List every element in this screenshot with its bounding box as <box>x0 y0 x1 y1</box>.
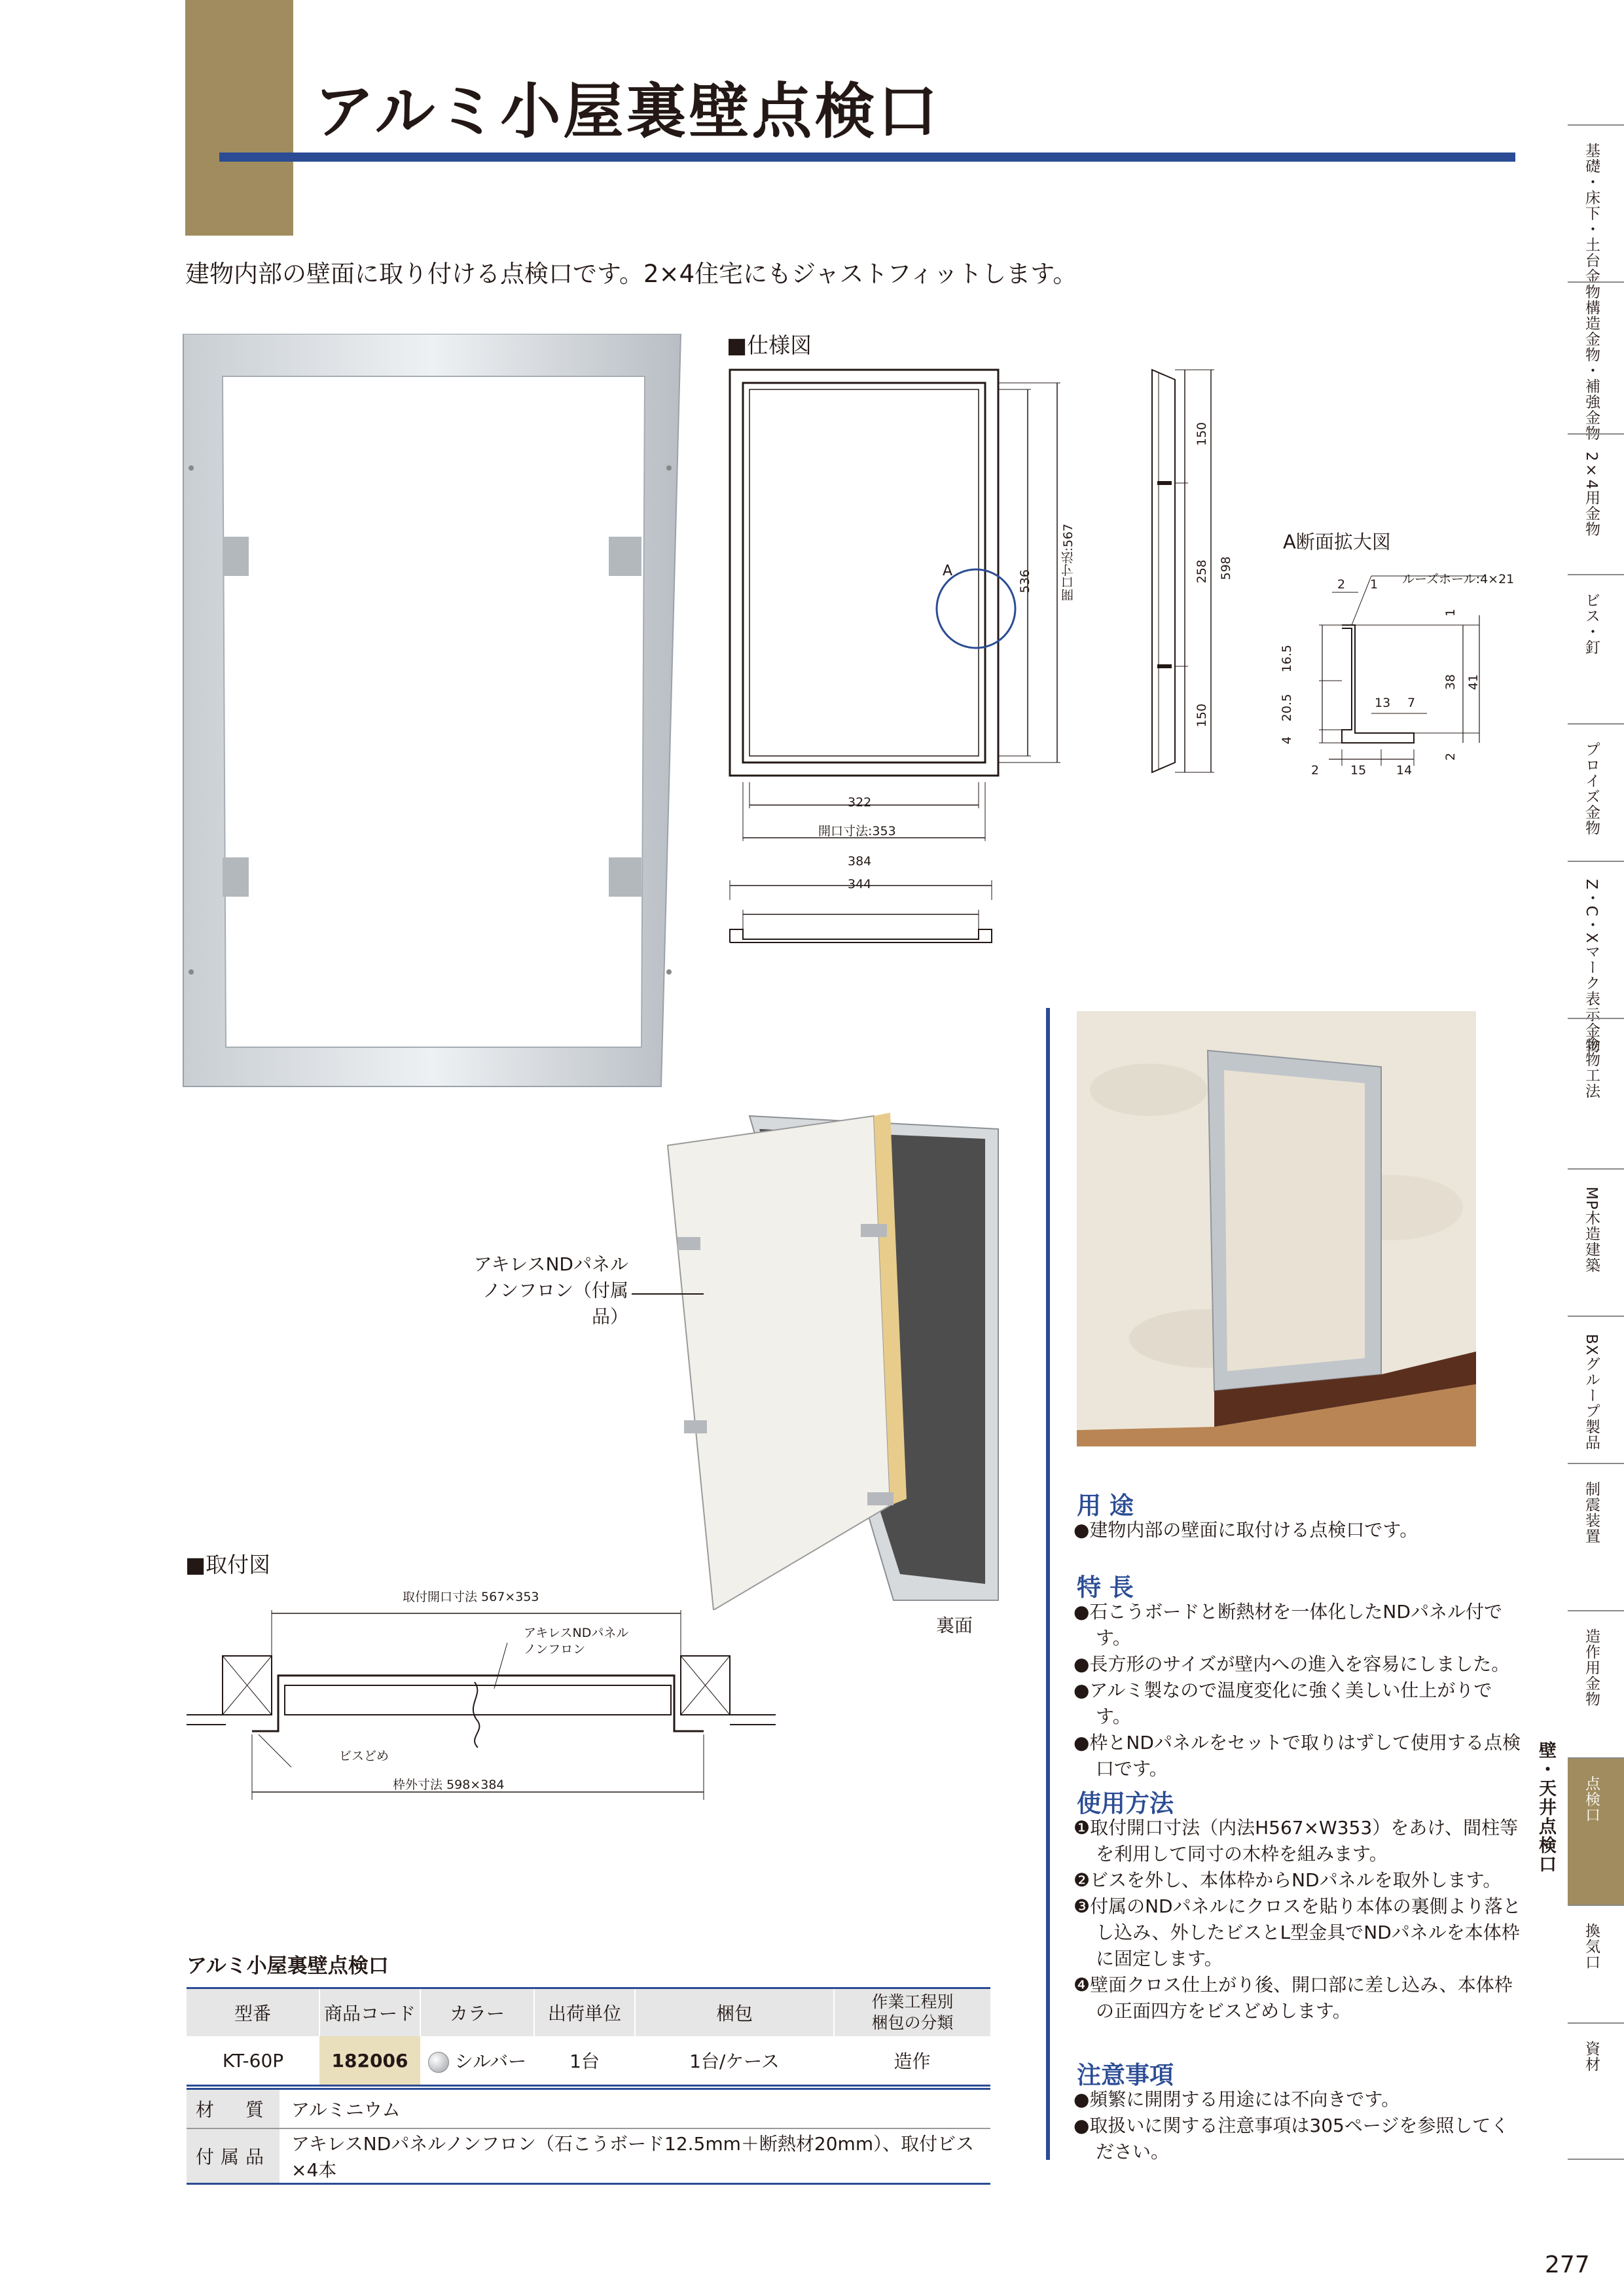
cell-color <box>420 2036 534 2086</box>
detail-a-label: A <box>943 563 953 579</box>
method-list <box>1074 1815 1525 2024</box>
side-dim-598: 598 <box>1219 556 1233 581</box>
panel-callout-leader <box>632 1293 704 1295</box>
header-accent-bar <box>185 0 293 236</box>
table-row <box>187 2036 990 2086</box>
section-a-dim-1-right: 1 <box>1443 609 1458 617</box>
method-step: ❷ビスを外し、本体枠からNDパネルを取外します。 <box>1074 1869 1502 1891</box>
table-title: アルミ小屋裏壁点検口 <box>187 1954 389 1978</box>
back-side-label: 裏面 <box>936 1615 973 1636</box>
cell-class: 造作 <box>834 2036 990 2086</box>
col-color: カラー <box>420 1988 534 2037</box>
col-class: 作業工程別 梱包の分類 <box>834 1988 990 2037</box>
spec-front-view <box>720 363 1087 952</box>
side-tab[interactable]: 制震装置 <box>1568 1463 1624 1610</box>
side-tab[interactable]: MP木造建築 <box>1568 1168 1624 1316</box>
side-tab[interactable]: 造作用金物 <box>1568 1610 1624 1757</box>
usage-item: ●建物内部の壁面に取付ける点検口です。 <box>1074 1519 1418 1541</box>
col-code: 商品コード <box>319 1988 420 2037</box>
text-column-rule <box>1046 1008 1050 2160</box>
side-tab[interactable]: 基礎・床下・土台金物 <box>1568 124 1624 281</box>
installed-photo <box>1077 1011 1476 1446</box>
side-tab[interactable]: プロイズ金物 <box>1568 723 1624 861</box>
side-tab[interactable]: 構造金物・補強金物 <box>1568 281 1624 433</box>
page-title: アルミ小屋裏壁点検口 <box>314 77 941 147</box>
method-step: ❸付属のNDパネルにクロスを貼り本体の裏側より落とし込み、外したビスとL型金具でNDパネルを本体枠に固定します。 <box>1074 1895 1521 1969</box>
feature-item: ●アルミ製なので温度変化に強く美しい仕上がりです。 <box>1074 1679 1492 1727</box>
method-step: ❶取付開口寸法（内法H567×W353）をあけ、間柱等を利用して同寸の木枠を組みます。 <box>1074 1817 1519 1865</box>
cell-code: 182006 <box>319 2036 420 2086</box>
info-row-material <box>187 2089 990 2129</box>
usage-list <box>1074 1517 1525 1543</box>
method-heading: 使用方法 <box>1077 1789 1174 1818</box>
side-dim-150-bottom: 150 <box>1195 704 1209 728</box>
spec-diagram-heading: ■仕様図 <box>727 332 812 358</box>
cell-packing: 1台/ケース <box>635 2036 834 2086</box>
caution-item: ●頻繁に開閉する用途には不向きです。 <box>1074 2089 1400 2110</box>
section-a-drawing <box>1283 563 1532 785</box>
section-a-dim-2-top: 2 <box>1337 577 1346 592</box>
table-header-row <box>187 1988 990 2037</box>
cautions-list <box>1074 2087 1525 2165</box>
dim-322: 322 <box>848 795 872 810</box>
cell-model: KT-60P <box>187 2036 319 2086</box>
spec-side-view <box>1149 367 1227 785</box>
feature-item: ●枠とNDパネルをセットで取りはずして使用する点検口です。 <box>1074 1732 1521 1780</box>
features-heading: 特 長 <box>1077 1573 1134 1602</box>
col-model: 型番 <box>187 1988 319 2037</box>
section-a-dim-14: 14 <box>1396 763 1413 778</box>
dim-384: 384 <box>848 854 872 869</box>
lead-text: 建物内部の壁面に取り付ける点検口です。2×4住宅にもジャストフィットします。 <box>185 260 1077 288</box>
section-a-dim-2-right: 2 <box>1443 753 1458 761</box>
feature-item: ●石こうボードと断熱材を一体化したNDパネル付です。 <box>1074 1601 1502 1649</box>
side-tab-active[interactable]: 点検口 <box>1568 1757 1624 1905</box>
col-packing: 梱包 <box>635 1988 834 2037</box>
side-tab[interactable]: 2×4用金物 <box>1568 433 1624 574</box>
install-outer-dim: 枠外寸法 598×384 <box>393 1778 505 1792</box>
install-panel-line2: ノンフロン <box>524 1642 586 1657</box>
install-diagram-heading: ■取付図 <box>185 1552 271 1577</box>
side-tab[interactable]: Z・C・Xマーク表示金物 <box>1568 861 1624 1018</box>
panel-callout-line2: ノンフロン（付属品） <box>482 1280 628 1327</box>
install-section-drawing <box>187 1584 776 1800</box>
section-a-dim-4: 4 <box>1280 736 1294 745</box>
frame-product-photo <box>177 334 687 1093</box>
title-underline <box>219 152 1515 162</box>
page-number: 277 <box>1545 2251 1590 2278</box>
section-a-loose-hole: ルーズホール:4×21 <box>1402 572 1515 586</box>
side-tab[interactable]: BXグループ製品 <box>1568 1316 1624 1463</box>
section-a-dim-16-5: 16.5 <box>1280 645 1294 673</box>
install-screw-label: ビスどめ <box>339 1749 389 1763</box>
panel-callout <box>458 1250 628 1329</box>
dim-opening-353: 開口寸法:353 <box>818 824 896 838</box>
section-a-dim-15: 15 <box>1350 763 1367 778</box>
info-row-accessory <box>187 2128 990 2184</box>
accessory-key: 付属品 <box>187 2128 280 2184</box>
dim-344: 344 <box>848 877 872 891</box>
section-a-dim-20-5: 20.5 <box>1280 694 1294 722</box>
install-opening-dim: 取付開口寸法 567×353 <box>403 1590 539 1604</box>
side-tab[interactable]: ビス・釘 <box>1568 574 1624 723</box>
side-dim-150-top: 150 <box>1195 422 1209 446</box>
method-step: ❹壁面クロス仕上がり後、開口部に差し込み、本体枠の正面四方をビスどめします。 <box>1074 1974 1513 2022</box>
silver-swatch-icon <box>428 2052 449 2073</box>
dim-opening-567: 開口寸法:567 <box>1061 524 1075 601</box>
side-tab[interactable]: 金物工法 <box>1568 1018 1624 1168</box>
product-table <box>187 1987 990 2087</box>
panel-callout-line1: アキレスNDパネル <box>473 1253 628 1275</box>
side-tab[interactable]: 換気口 <box>1568 1905 1624 2022</box>
caution-item: ●取扱いに関する注意事項は305ページを参照してください。 <box>1074 2115 1509 2162</box>
panel-back-photo <box>664 1113 1018 1610</box>
product-info-table <box>187 2088 990 2185</box>
material-key: 材 質 <box>187 2089 280 2129</box>
section-a-dim-7: 7 <box>1407 696 1416 710</box>
usage-heading: 用 途 <box>1077 1492 1134 1520</box>
accessory-value: アキレスNDパネルノンフロン（石こうボード12.5mm＋断熱材20mm）、取付ビス×4本 <box>280 2128 990 2184</box>
col-unit: 出荷単位 <box>534 1988 635 2037</box>
section-a-dim-13: 13 <box>1375 696 1391 710</box>
detail-a-circle <box>937 569 1015 648</box>
install-panel-line1: アキレスNDパネル <box>524 1626 629 1640</box>
side-tab[interactable]: 資材 <box>1568 2022 1624 2160</box>
side-dim-258: 258 <box>1195 560 1209 584</box>
section-a-dim-2-bottom: 2 <box>1311 763 1320 778</box>
side-category-label: 壁・天井点検口 <box>1536 1741 1556 1874</box>
dim-536: 536 <box>1018 569 1032 594</box>
side-index-tabs <box>1568 124 1624 2160</box>
material-value: アルミニウム <box>280 2089 990 2129</box>
section-a-dim-41: 41 <box>1466 674 1481 691</box>
feature-item: ●長方形のサイズが壁内への進入を容易にしました。 <box>1074 1653 1510 1675</box>
section-a-title: A断面拡大図 <box>1283 531 1391 553</box>
cell-unit: 1台 <box>534 2036 635 2086</box>
section-a-dim-1-top: 1 <box>1370 577 1379 592</box>
cell-color-text: シルバー <box>454 2051 527 2072</box>
section-a-dim-38: 38 <box>1443 674 1458 691</box>
features-list <box>1074 1599 1525 1782</box>
cautions-heading: 注意事項 <box>1077 2061 1174 2089</box>
